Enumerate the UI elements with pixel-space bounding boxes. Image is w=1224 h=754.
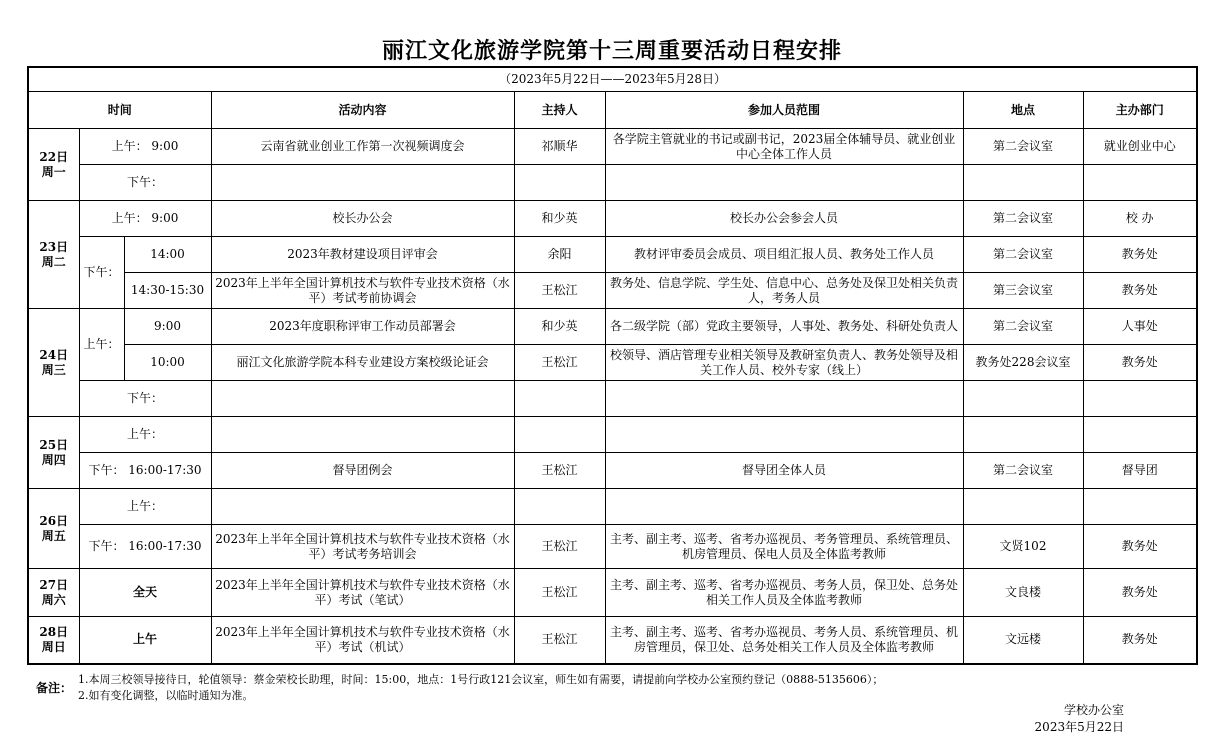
header-participants: 参加人员范围 [605,92,963,129]
activity-content: 2023年上半年全国计算机技术与软件专业技术资格（水平）考试（笔试） [211,569,514,617]
notes-line-2: 2.如有变化调整，以临时通知为准。 [78,689,254,702]
header-host: 主持人 [514,92,605,129]
dept-cell: 人事处 [1083,309,1197,345]
table-row [28,381,1197,417]
day-cell-24: 24日 周三 [28,309,79,417]
dept-cell: 督导团 [1083,453,1197,489]
location-cell: 第二会议室 [963,237,1083,273]
dept-cell: 教务处 [1083,525,1197,569]
dept-cell: 教务处 [1083,237,1197,273]
table-row [28,617,1197,664]
activity-content: 云南省就业创业工作第一次视频调度会 [211,129,514,165]
notes-label: 备注： [36,681,73,695]
activity-content: 2023年上半年全国计算机技术与软件专业技术资格（水平）考试考务培训会 [211,525,514,569]
participants-cell: 教务处、信息学院、学生处、信息中心、总务处及保卫处相关负责人，考务人员 [605,273,963,309]
participants-cell: 校领导、酒店管理专业相关领导及教研室负责人、教务处领导及相关工作人员、校外专家（线上） [605,345,963,381]
time-cell: 14:00 [124,237,211,273]
host-cell: 和少英 [514,201,605,237]
table-row [28,345,1197,381]
time-cell-full-day: 全天 [79,569,211,617]
host-cell: 余阳 [514,237,605,273]
activity-content: 校长办公会 [211,201,514,237]
table-row [28,201,1197,237]
schedule-table [27,66,1198,665]
host-cell: 王松江 [514,273,605,309]
host-cell: 和少英 [514,309,605,345]
location-cell: 第二会议室 [963,309,1083,345]
day-cell-25: 25日 周四 [28,417,79,489]
page-title: 丽江文化旅游学院第十三周重要活动日程安排 [381,38,842,64]
location-cell: 第三会议室 [963,273,1083,309]
activity-content: 2023年教材建设项目评审会 [211,237,514,273]
participants-cell: 校长办公会参会人员 [605,201,963,237]
time-cell: 下午： [79,165,211,201]
time-cell: 下午： [79,381,211,417]
day-cell-26: 26日 周五 [28,489,79,569]
dept-cell: 教务处 [1083,569,1197,617]
day-cell-23: 23日 周二 [28,201,79,309]
activity-content: 2023年上半年全国计算机技术与软件专业技术资格（水平）考试（机试） [211,617,514,664]
day-cell-28: 28日 周日 [28,617,79,664]
participants-cell: 各二级学院（部）党政主要领导，人事处、教务处、科研处负责人 [605,309,963,345]
footer-office: 学校办公室 [1063,703,1124,717]
participants-cell: 督导团全体人员 [605,453,963,489]
header-time: 时间 [28,92,211,129]
day-cell-27: 27日 周六 [28,569,79,617]
time-cell: 下午： 16:00-17:30 [79,525,211,569]
table-row [28,489,1197,525]
participants-cell: 主考、副主考、巡考、省考办巡视员、考务人员，保卫处、总务处相关工作人员及全体监考教师 [605,569,963,617]
activity-content: 2023年度职称评审工作动员部署会 [211,309,514,345]
location-cell: 文贤102 [963,525,1083,569]
location-cell: 第二会议室 [963,453,1083,489]
dept-cell: 校 办 [1083,201,1197,237]
location-cell: 文良楼 [963,569,1083,617]
date-range: （2023年5月22日——2023年5月28日） [28,67,1197,92]
location-cell: 第二会议室 [963,201,1083,237]
time-cell: 上午： 9:00 [79,129,211,165]
table-row [28,309,1197,345]
activity-content: 丽江文化旅游学院本科专业建设方案校级论证会 [211,345,514,381]
participants-cell: 主考、副主考、巡考、省考办巡视员、考务人员、系统管理员、机房管理员，保卫处、总务处相关工作人员及全体监考教师 [605,617,963,664]
notes-line-1: 1.本周三校领导接待日，轮值领导：蔡金荣校长助理，时间：15:00，地点：1号行政121会议室，师生如有需要，请提前向学校办公室预约登记（0888-5135606）； [78,673,884,686]
header-location: 地点 [963,92,1083,129]
dept-cell: 就业创业中心 [1083,129,1197,165]
period-label-pm: 下午： [79,237,124,309]
location-cell: 教务处228会议室 [963,345,1083,381]
table-row [28,237,1197,273]
activity-content: 督导团例会 [211,453,514,489]
period-label-am: 上午： [79,309,124,381]
table-row [28,273,1197,309]
day-cell-22: 22日 周一 [28,129,79,201]
time-cell: 上午： [79,489,211,525]
time-cell: 下午： 16:00-17:30 [79,453,211,489]
time-cell-am: 上午 [79,617,211,664]
host-cell: 王松江 [514,617,605,664]
footer-date: 2023年5月22日 [1034,720,1124,734]
header-dept: 主办部门 [1083,92,1197,129]
table-row [28,165,1197,201]
location-cell: 第二会议室 [963,129,1083,165]
table-row [28,129,1197,165]
table-row [28,417,1197,453]
table-row [28,569,1197,617]
table-row [28,453,1197,489]
host-cell: 祁顺华 [514,129,605,165]
participants-cell: 教材评审委员会成员、项目组汇报人员、教务处工作人员 [605,237,963,273]
activity-content: 2023年上半年全国计算机技术与软件专业技术资格（水平）考试考前协调会 [211,273,514,309]
participants-cell: 主考、副主考、巡考、省考办巡视员、考务管理员、系统管理员、机房管理员、保电人员及全体监考教师 [605,525,963,569]
footer [1035,702,1124,736]
dept-cell: 教务处 [1083,273,1197,309]
time-cell: 14:30-15:30 [124,273,211,309]
participants-cell: 各学院主管就业的书记或副书记，2023届全体辅导员、就业创业中心全体工作人员 [605,129,963,165]
host-cell: 王松江 [514,525,605,569]
host-cell: 王松江 [514,345,605,381]
host-cell: 王松江 [514,569,605,617]
time-cell: 9:00 [124,309,211,345]
dept-cell: 教务处 [1083,617,1197,664]
time-cell: 10:00 [124,345,211,381]
time-cell: 上午： [79,417,211,453]
time-cell: 上午： 9:00 [79,201,211,237]
table-row [28,525,1197,569]
header-content: 活动内容 [211,92,514,129]
location-cell: 文远楼 [963,617,1083,664]
dept-cell: 教务处 [1083,345,1197,381]
host-cell: 王松江 [514,453,605,489]
